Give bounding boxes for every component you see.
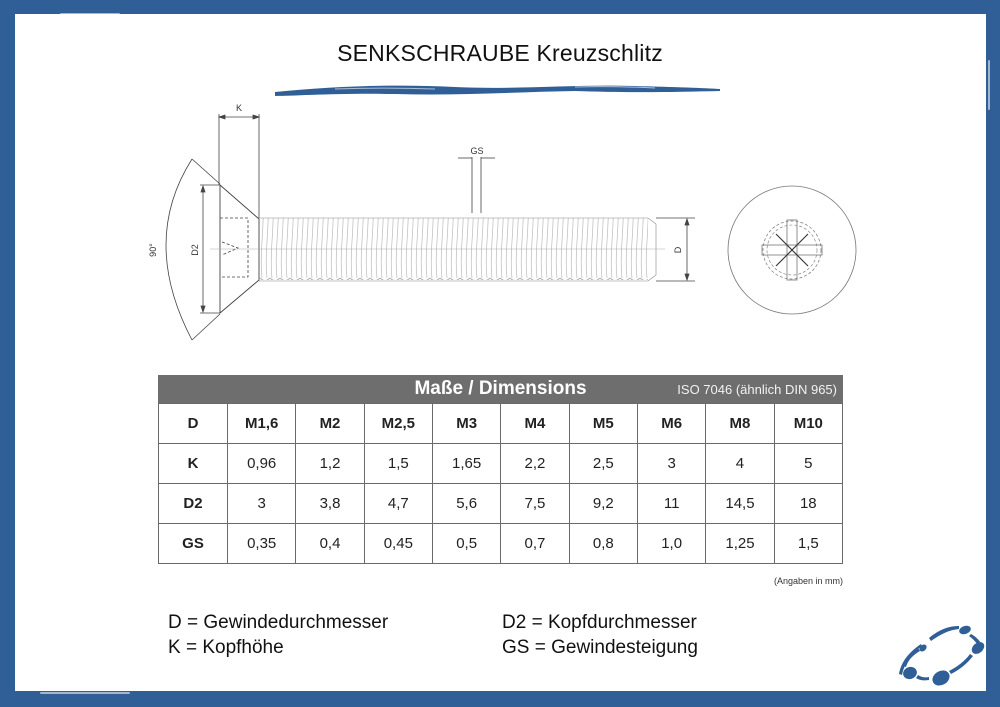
frame-left — [0, 0, 15, 707]
table-cell: 0,5 — [432, 524, 500, 564]
table-cell: 1,2 — [296, 444, 364, 484]
table-cell: M10 — [774, 404, 842, 444]
page-title: SENKSCHRAUBE Kreuzschlitz — [337, 40, 663, 66]
dimensions-table — [158, 375, 843, 564]
table-cell: 0,45 — [364, 524, 432, 564]
table-cell: 2,2 — [501, 444, 569, 484]
table-header — [158, 375, 843, 403]
legend-item: GS = Gewindesteigung — [502, 637, 698, 658]
table-row-gs — [159, 524, 843, 564]
svg-text:D2: D2 — [190, 244, 200, 256]
table-cell: 14,5 — [706, 484, 774, 524]
frame-bottom — [0, 691, 1000, 707]
table-cell: 3,8 — [296, 484, 364, 524]
svg-text:GS: GS — [470, 146, 484, 156]
table-cell: M2 — [296, 404, 364, 444]
legend-item: D2 = Kopfdurchmesser — [502, 612, 697, 633]
svg-text:K: K — [235, 103, 243, 113]
screw-technical-drawing — [140, 100, 860, 350]
ring-of-beads-logo-icon — [893, 618, 988, 693]
frame-streak — [60, 13, 120, 15]
table-cell: 5 — [774, 444, 842, 484]
table-cell: 4,7 — [364, 484, 432, 524]
table-cell: 7,5 — [501, 484, 569, 524]
table-cell: 5,6 — [432, 484, 500, 524]
table-cell: 3 — [637, 444, 705, 484]
table-cell: M2,5 — [364, 404, 432, 444]
svg-text:90°: 90° — [148, 243, 158, 257]
legend-item: D = Gewindedurchmesser — [168, 612, 389, 633]
table-cell: 1,0 — [637, 524, 705, 564]
table-cell: 18 — [774, 484, 842, 524]
table-cell: 1,65 — [432, 444, 500, 484]
table-cell: M6 — [637, 404, 705, 444]
legend-item: K = Kopfhöhe — [168, 637, 284, 658]
table-cell: 11 — [637, 484, 705, 524]
table-cell: 2,5 — [569, 444, 637, 484]
row-label: D2 — [159, 484, 228, 524]
frame-streak — [40, 692, 130, 694]
row-label: K — [159, 444, 228, 484]
table-cell: 0,8 — [569, 524, 637, 564]
title-underline-brush — [275, 80, 725, 100]
table-cell: 4 — [706, 444, 774, 484]
table-cell: 9,2 — [569, 484, 637, 524]
table-cell: M8 — [706, 404, 774, 444]
table-cell: M3 — [432, 404, 500, 444]
table-cell: 3 — [228, 484, 296, 524]
legend-left — [168, 610, 388, 660]
table-row-d2 — [159, 484, 843, 524]
table-cell: 0,96 — [228, 444, 296, 484]
table-cell: M4 — [501, 404, 569, 444]
phillips-head-top-view — [728, 186, 856, 314]
table-title: Maße / Dimensions — [414, 378, 587, 399]
table-norm: ISO 7046 (ähnlich DIN 965) — [677, 382, 837, 397]
table-cell: 0,7 — [501, 524, 569, 564]
frame-top — [0, 0, 1000, 14]
table-cell: 0,4 — [296, 524, 364, 564]
table-cell: M5 — [569, 404, 637, 444]
svg-text:D: D — [673, 246, 683, 254]
frame-streak — [988, 60, 990, 110]
row-label: GS — [159, 524, 228, 564]
legend-right — [502, 610, 698, 660]
table-cell: 0,35 — [228, 524, 296, 564]
table-cell: 1,5 — [364, 444, 432, 484]
unit-note: (Angaben in mm) — [773, 576, 843, 586]
table-cell: 1,5 — [774, 524, 842, 564]
row-label: D — [159, 404, 228, 444]
table-row-d — [159, 404, 843, 444]
table-cell: M1,6 — [228, 404, 296, 444]
table-row-k — [159, 444, 843, 484]
table-cell: 1,25 — [706, 524, 774, 564]
